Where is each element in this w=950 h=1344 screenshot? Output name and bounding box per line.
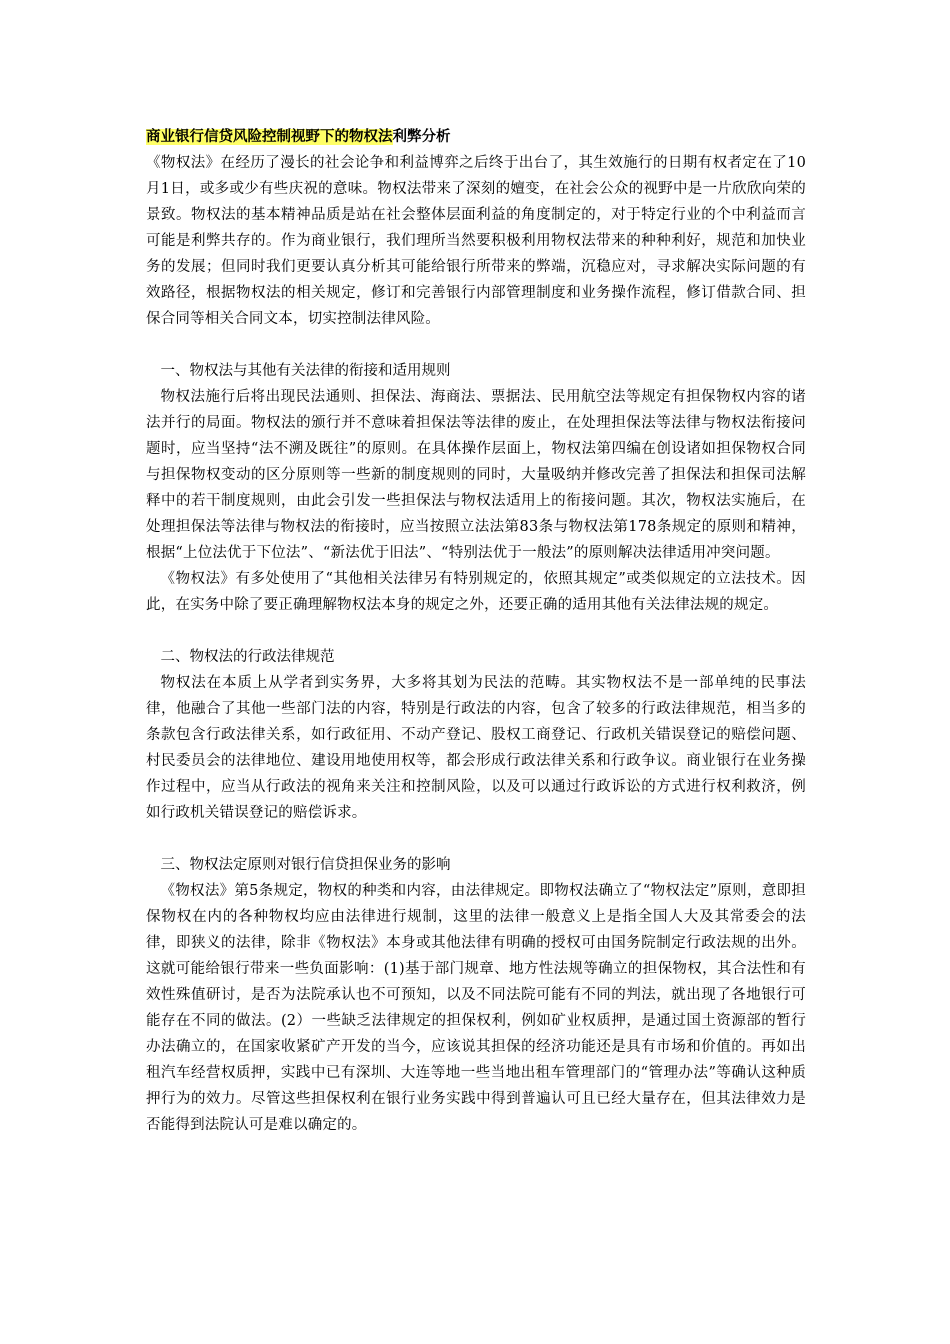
spacer [146,826,806,852]
section-3-heading: 三、物权法定原则对银行信贷担保业务的影响 [160,857,451,873]
section-2-heading: 二、物权法的行政法律规范 [160,649,335,665]
title-highlighted-part: 商业银行信贷风险控制视野下的物权法 [146,129,393,145]
document-title [146,124,806,150]
section-1-paragraph-1: 物权法施行后将出现民法通则、担保法、海商法、票据法、民用航空法等规定有担保物权内容的诸法并行的局面。物权法的颁行并不意味着担保法等法律的废止，在处理担保法等法律与物权法衔接问题时，应当坚持“法不溯及既往”的原则。在具体操作层面上，物权法第四编在创设诸如担保物权合同与担保物权变动的区分原则等一些新的制度规则的同时，大量吸纳并修改完善了担保法和担保司法解释中的若干制度规则，由此会引发一些担保法与物权法适用上的衔接问题。其次，物权法实施后，在处理担保法等法律与物权法的衔接时，应当按照立法法第83条与物权法第178条规定的原则和精神，根据“上位法优于下位法”、“新法优于旧法”、“特别法优于一般法”的原则解决法律适用冲突问题。 [146,389,806,561]
document-page [146,124,806,1138]
intro-paragraph: 《物权法》在经历了漫长的社会论争和利益博弈之后终于出台了，其生效施行的日期有权者定在了10月1日，或多或少有些庆祝的意味。物权法带来了深刻的嬗变，在社会公众的视野中是一片欣欣向荣的景致。物权法的基本精神品质是站在社会整体层面利益的角度制定的，对于特定行业的个中利益而言可能是利弊共存的。作为商业银行，我们理所当然要积极利用物权法带来的种种利好，规范和加快业务的发展；但同时我们更要认真分析其可能给银行所带来的弊端，沉稳应对，寻求解决实际问题的有效路径，根据物权法的相关规定，修订和完善银行内部管理制度和业务操作流程，修订借款合同、担保合同等相关合同文本，切实控制法律风险。 [146,155,806,327]
spacer [146,332,806,358]
section-3-paragraph-1: 《物权法》第5条规定，物权的种类和内容，由法律规定。即物权法确立了“物权法定”原则，意即担保物权在内的各种物权均应由法律进行规制，这里的法律一般意义上是指全国人大及其常委会的法律，即狭义的法律，除非《物权法》本身或其他法律有明确的授权可由国务院制定行政法规的出外。这就可能给银行带来一些负面影响：(1)基于部门规章、地方性法规等确立的担保物权，其合法性和有效性殊值研讨，是否为法院承认也不可预知，以及不同法院可能有不同的判法，就出现了各地银行可能存在不同的做法。(2）一些缺乏法律规定的担保权利，例如矿业权质押，是通过国土资源部的暂行办法确立的，在国家收紧矿产开发的当今，应该说其担保的经济功能还是具有市场和价值的。再如出租汽车经营权质押，实践中已有深圳、大连等地一些当地出租车管理部门的“管理办法”等确认这种质押行为的效力。尽管这些担保权利在银行业务实践中得到普遍认可且已经大量存在，但其法律效力是否能得到法院认可是难以确定的。 [146,883,806,1133]
section-1-paragraph-2: 《物权法》有多处使用了“其他相关法律另有特别规定的，依照其规定”或类似规定的立法技术。因此，在实务中除了要正确理解物权法本身的规定之外，还要正确的适用其他有关法律法规的规定。 [146,571,806,613]
spacer [146,618,806,644]
section-2-paragraph-1: 物权法在本质上从学者到实务界，大多将其划为民法的范畴。其实物权法不是一部单纯的民事法律，他融合了其他一些部门法的内容，特别是行政法的内容，包含了较多的行政法律规范，相当多的条款包含行政法律关系，如行政征用、不动产登记、股权工商登记、行政机关错误登记的赔偿问题、村民委员会的法律地位、建设用地使用权等，都会形成行政法律关系和行政争议。商业银行在业务操作过程中，应当从行政法的视角来关注和控制风险，以及可以通过行政诉讼的方式进行权利救济，例如行政机关错误登记的赔偿诉求。 [146,675,806,821]
section-1-heading: 一、物权法与其他有关法律的衔接和适用规则 [160,363,451,379]
title-rest: 利弊分析 [392,129,451,145]
